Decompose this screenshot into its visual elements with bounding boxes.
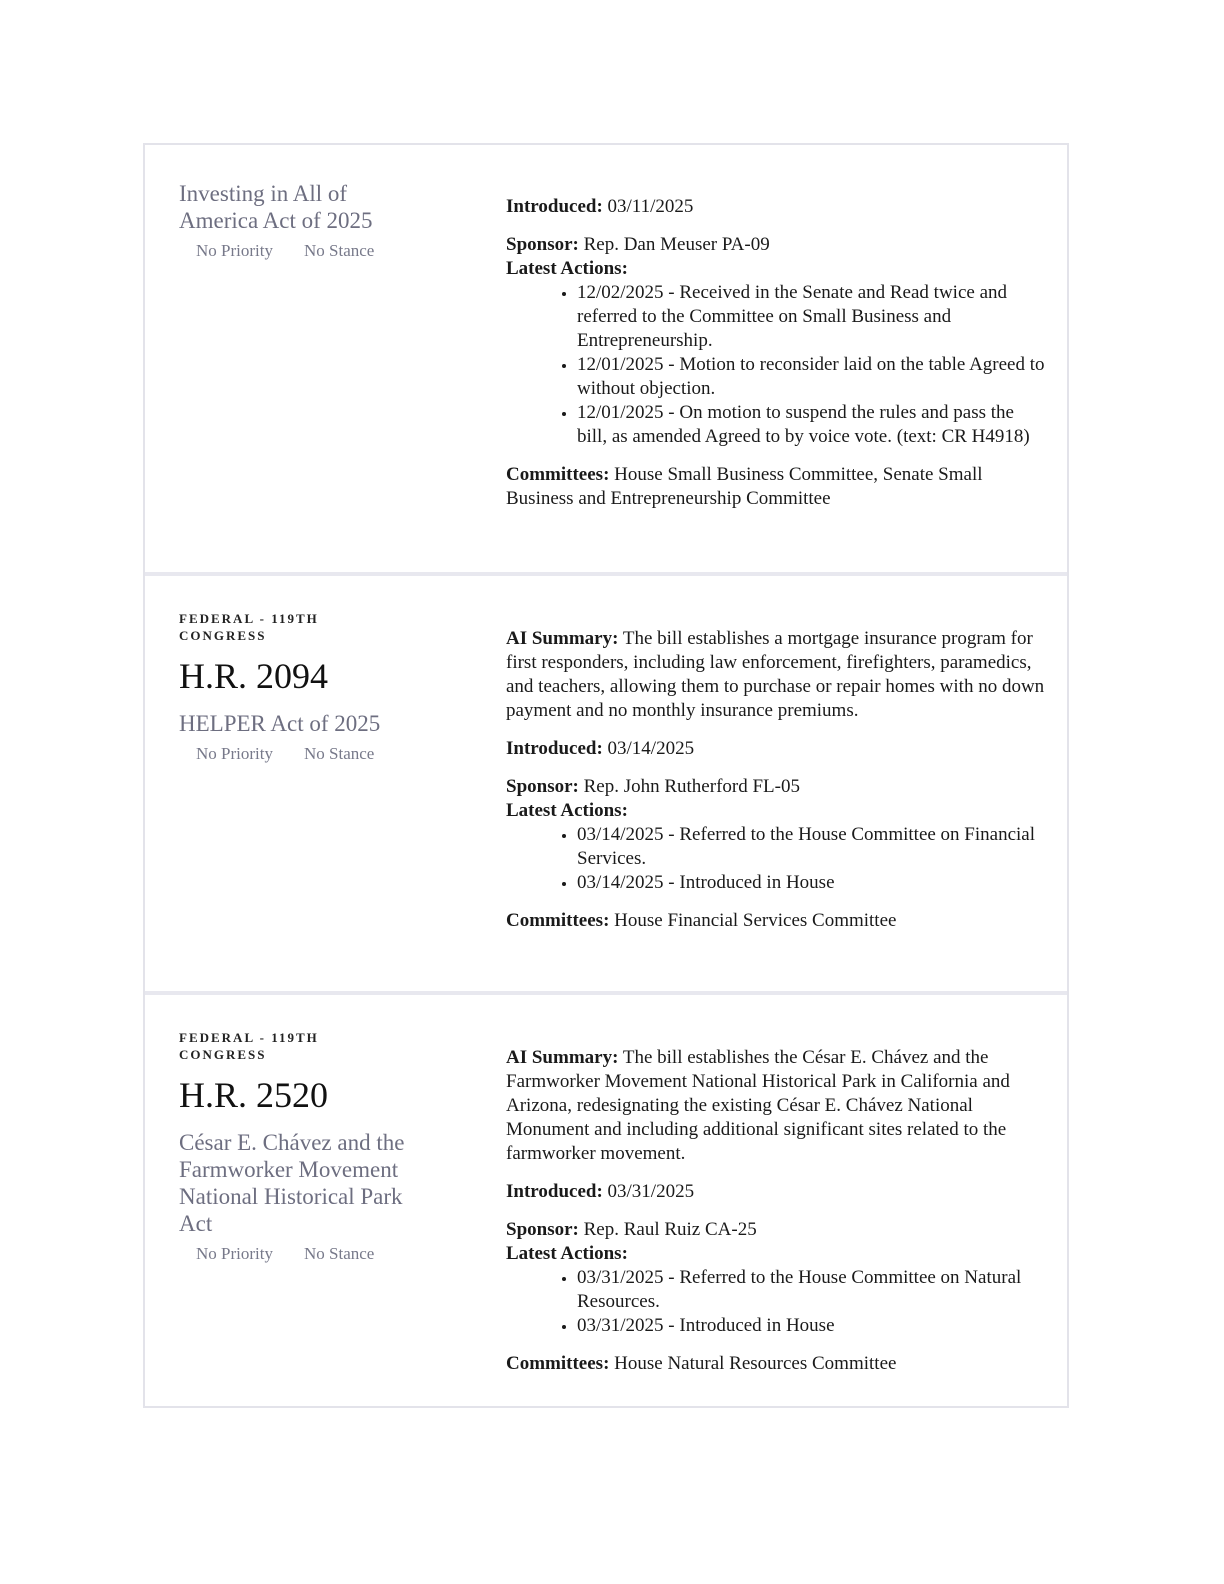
congress-label: FEDERAL - 119TH CONGRESS	[179, 1030, 319, 1062]
introduced-date: 03/14/2025	[607, 738, 695, 759]
bill-card	[145, 572, 1067, 991]
summary-line	[506, 627, 1046, 723]
action-item: • 03/31/2025 - Introduced in House	[577, 1314, 1046, 1338]
committees-label: Committees:	[506, 910, 610, 931]
congress-label: FEDERAL - 119TH CONGRESS	[179, 611, 319, 643]
latest-actions-label: Latest Actions:	[506, 1243, 628, 1264]
bill-tags	[179, 1244, 424, 1264]
introduced-line	[506, 737, 1046, 761]
summary-text: The bill establishes the César E. Chávez and the Farmworker Movement National Historical Park in California and Arizona, redesignating the existing César E. Chávez National Monument and including additional significant sites related to the farmworker movement.	[506, 1047, 1010, 1164]
introduced-date: 03/11/2025	[607, 196, 694, 217]
committees-label: Committees:	[506, 1353, 610, 1374]
bill-details	[506, 627, 1046, 933]
introduced-label: Introduced:	[506, 196, 603, 217]
bill-header	[179, 1029, 424, 1264]
sponsor-label: Sponsor:	[506, 776, 579, 797]
priority-tag[interactable]: No Priority	[196, 1244, 273, 1263]
introduced-label: Introduced:	[506, 738, 603, 759]
bill-title[interactable]: César E. Chávez and the Farmworker Movement National Historical Park Act	[179, 1130, 405, 1236]
introduced-line	[506, 1180, 1046, 1204]
sponsor-name: Rep. John Rutherford FL-05	[583, 776, 800, 797]
summary-line	[506, 1046, 1046, 1166]
summary-label: AI Summary:	[506, 1047, 619, 1068]
bill-details	[506, 1046, 1046, 1376]
bill-number[interactable]: H.R. 2094	[179, 656, 329, 696]
introduced-line	[506, 195, 1046, 219]
sponsor-name: Rep. Raul Ruiz CA-25	[583, 1219, 757, 1240]
action-item: • 12/01/2025 - On motion to suspend the rules and pass the bill, as amended Agreed to by voice vote. (text: CR H4918)	[577, 401, 1046, 449]
bill-details	[506, 195, 1046, 511]
committees-line	[506, 909, 1046, 933]
bill-tags	[179, 744, 459, 764]
action-item: • 12/02/2025 - Received in the Senate and Read twice and referred to the Committee on Small Business and Entrepreneurship.	[577, 281, 1046, 353]
actions-list	[506, 823, 1046, 895]
bill-title[interactable]: HELPER Act of 2025	[179, 711, 381, 736]
introduced-label: Introduced:	[506, 1181, 603, 1202]
bill-number[interactable]: H.R. 2520	[179, 1075, 329, 1115]
introduced-date: 03/31/2025	[607, 1181, 695, 1202]
stance-tag[interactable]: No Stance	[303, 241, 375, 260]
committees-line	[506, 463, 1046, 511]
action-item: • 03/14/2025 - Introduced in House	[577, 871, 1046, 895]
bill-card	[145, 991, 1067, 1410]
bill-list	[143, 143, 1069, 1408]
stance-tag[interactable]: No Stance	[303, 744, 375, 763]
sponsor-line	[506, 233, 1046, 257]
action-item: • 03/14/2025 - Referred to the House Committee on Financial Services.	[577, 823, 1046, 871]
sponsor-line	[506, 775, 1046, 799]
committees-label: Committees:	[506, 464, 610, 485]
bill-title[interactable]: Investing in All of America Act of 2025	[179, 181, 373, 233]
sponsor-line	[506, 1218, 1046, 1242]
bill-header	[179, 610, 459, 764]
sponsor-label: Sponsor:	[506, 234, 579, 255]
summary-text: The bill establishes a mortgage insurance program for first responders, including law enforcement, firefighters, paramedics, and teachers, allowing them to purchase or repair homes with no down payment and no monthly insurance premiums.	[506, 628, 1045, 721]
stance-tag[interactable]: No Stance	[303, 1244, 375, 1263]
sponsor-name: Rep. Dan Meuser PA-09	[583, 234, 770, 255]
committees-value: House Small Business Committee, Senate Small Business and Entrepreneurship Committee	[506, 464, 983, 509]
action-item: • 03/31/2025 - Referred to the House Committee on Natural Resources.	[577, 1266, 1046, 1314]
actions-list	[506, 281, 1046, 449]
sponsor-label: Sponsor:	[506, 1219, 579, 1240]
bill-header	[179, 180, 399, 261]
bill-card	[145, 145, 1067, 572]
summary-label: AI Summary:	[506, 628, 619, 649]
action-item: • 12/01/2025 - Motion to reconsider laid on the table Agreed to without objection.	[577, 353, 1046, 401]
priority-tag[interactable]: No Priority	[196, 241, 273, 260]
bill-tags	[179, 241, 399, 261]
committees-line	[506, 1352, 1046, 1376]
actions-list	[506, 1266, 1046, 1338]
committees-value: House Financial Services Committee	[614, 910, 897, 931]
priority-tag[interactable]: No Priority	[196, 744, 273, 763]
latest-actions-label: Latest Actions:	[506, 258, 628, 279]
committees-value: House Natural Resources Committee	[614, 1353, 897, 1374]
latest-actions-label: Latest Actions:	[506, 800, 628, 821]
